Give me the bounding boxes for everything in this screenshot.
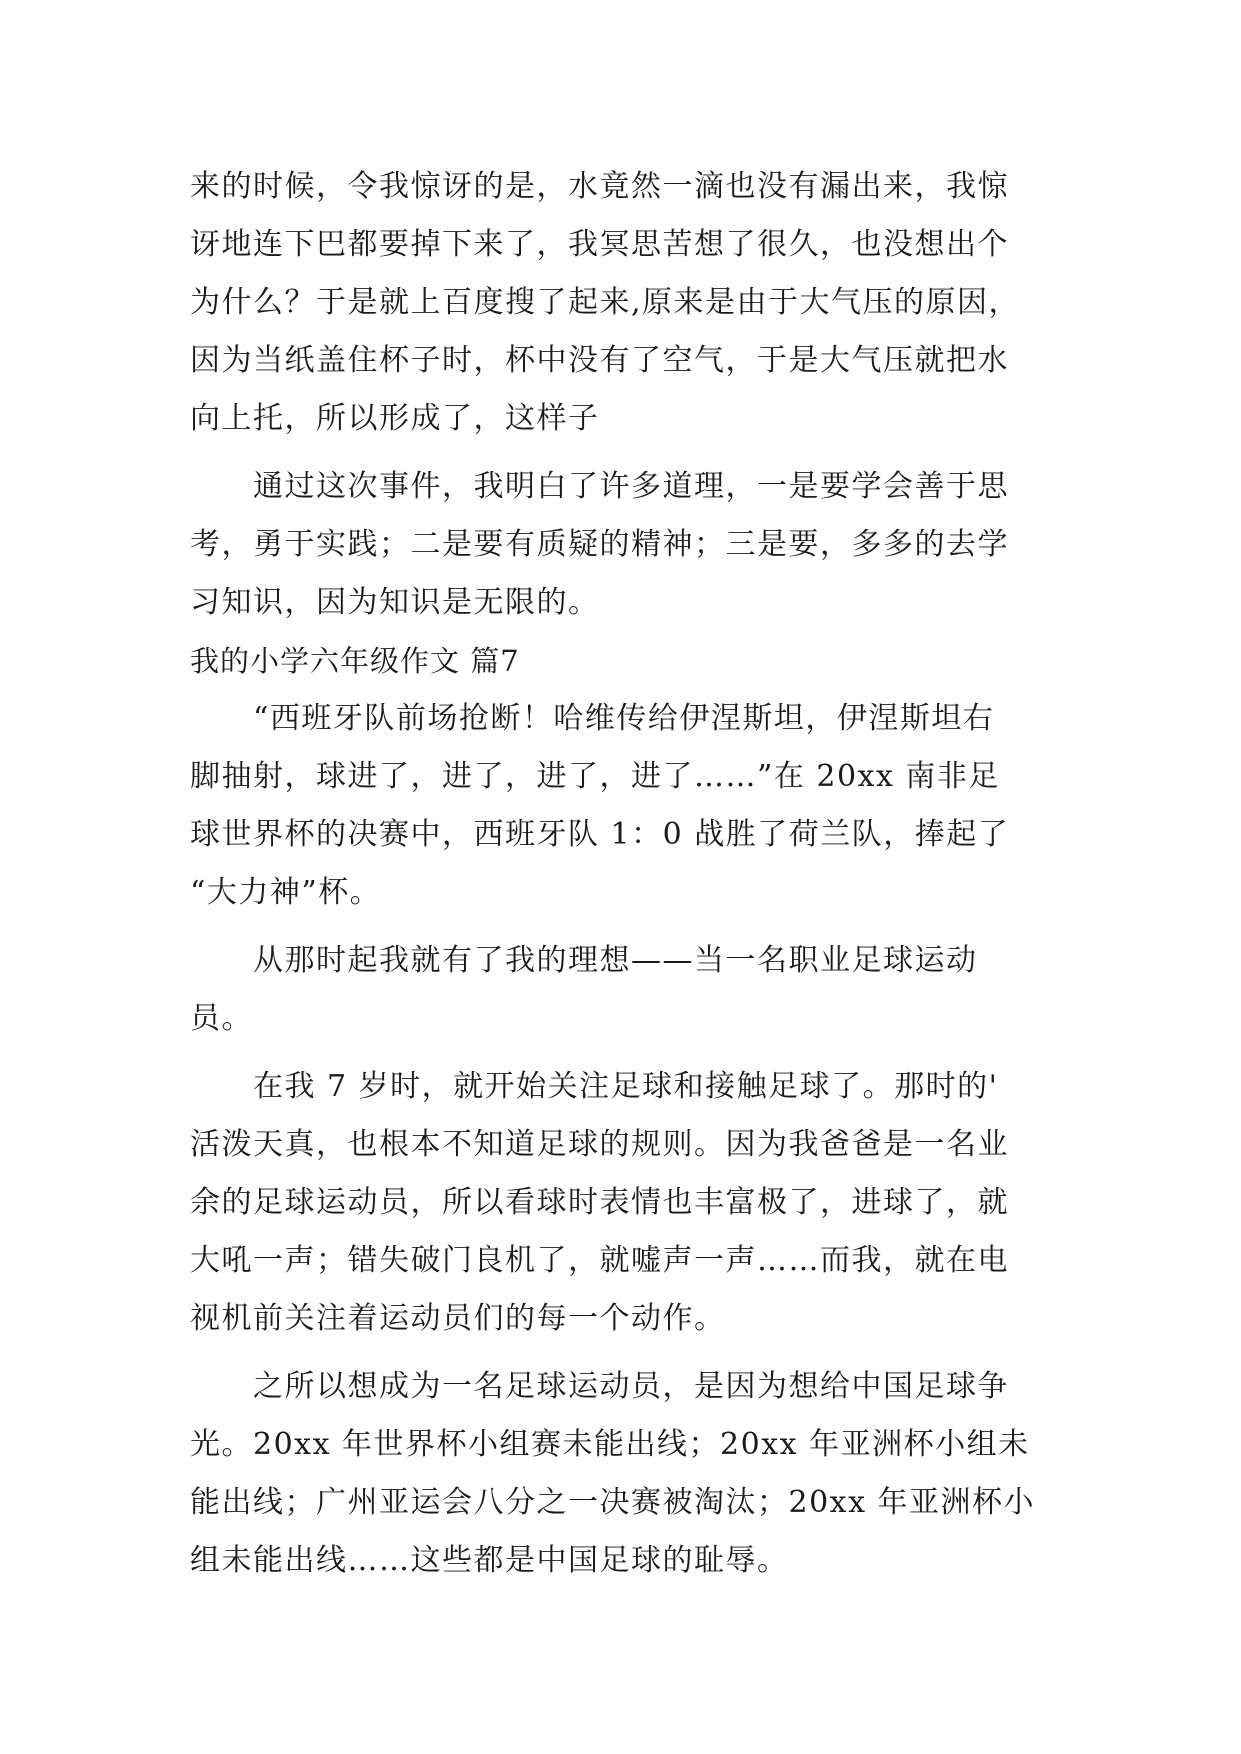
- paragraph: [190, 1358, 1090, 1590]
- text-line: 视机前关注着运动员们的每一个动作。: [190, 1301, 726, 1336]
- text-line: 之所以想成为一名足球运动员，是因为想给中国足球争: [190, 1369, 1009, 1404]
- text-line: 来的时候，令我惊讶的是，水竟然一滴也没有漏出来，我惊: [190, 169, 1009, 204]
- text-line: 光。20xx 年世界杯小组赛未能出线；20xx 年亚洲杯小组未: [190, 1427, 1030, 1462]
- text-line: 考，勇于实践；二是要有质疑的精神；三是要，多多的去学: [190, 527, 1009, 562]
- text-line: 通过这次事件，我明白了许多道理，一是要学会善于思: [190, 469, 1009, 504]
- text-line: 活泼天真，也根本不知道足球的规则。因为我爸爸是一名业: [190, 1127, 1009, 1162]
- paragraph: [190, 458, 1090, 632]
- text-line: “西班牙队前场抢断！哈维传给伊涅斯坦，伊涅斯坦右: [190, 701, 995, 736]
- text-line: 球世界杯的决赛中，西班牙队 1：0 战胜了荷兰队，捧起了: [190, 817, 1010, 852]
- paragraph: [190, 1058, 1090, 1348]
- text-line: 习知识，因为知识是无限的。: [190, 585, 600, 620]
- text-line: 组未能出线……这些都是中国足球的耻辱。: [190, 1543, 789, 1578]
- paragraph-gap: [190, 1348, 1090, 1358]
- text-line: 大吼一声；错失破门良机了，就嘘声一声……而我，就在电: [190, 1243, 1009, 1278]
- text-line: 在我 7 岁时，就开始关注足球和接触足球了。那时的': [190, 1069, 999, 1104]
- text-line: 从那时起我就有了我的理想——当一名职业足球运动: [190, 943, 978, 978]
- text-line: 向上托，所以形成了，这样子: [190, 401, 600, 436]
- text-line: 脚抽射，球进了，进了，进了，进了……”在 20xx 南非足: [190, 759, 1000, 794]
- paragraph-gap: [190, 448, 1090, 458]
- text-line: 能出线；广州亚运会八分之一决赛被淘汰；20xx 年亚洲杯小: [190, 1485, 1036, 1520]
- text-line: 为什么？于是就上百度搜了起来,原来是由于大气压的原因，: [190, 285, 1021, 320]
- text-line: 余的足球运动员，所以看球时表情也丰富极了，进球了，就: [190, 1185, 1009, 1220]
- text-line: 员。: [190, 1001, 253, 1036]
- paragraph: [190, 932, 1090, 1048]
- paragraph: [190, 158, 1090, 448]
- text-line: 因为当纸盖住杯子时，杯中没有了空气，于是大气压就把水: [190, 343, 1009, 378]
- text-line: “大力神”杯。: [190, 875, 382, 910]
- paragraph-gap: [190, 1048, 1090, 1058]
- paragraph: [190, 690, 1090, 922]
- text-line: 讶地连下巴都要掉下来了，我冥思苦想了很久，也没想出个: [190, 227, 1009, 262]
- section-heading: 我的小学六年级作文 篇7: [190, 644, 520, 678]
- document-body: [190, 158, 1090, 1590]
- paragraph-gap: [190, 922, 1090, 932]
